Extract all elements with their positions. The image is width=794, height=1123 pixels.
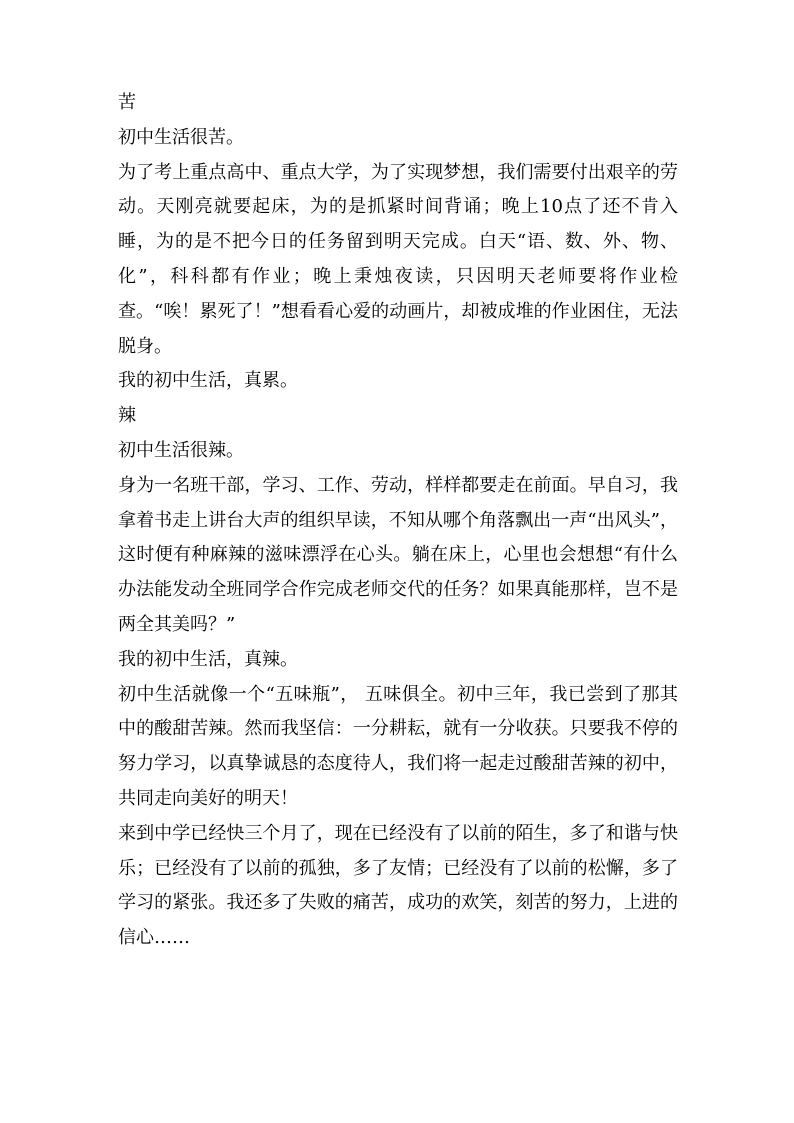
paragraph: 身为一名班干部，学习、工作、劳动，样样都要走在前面。早自习，我拿着书走上讲台大声的组织早读，不知从哪个角落飘出一声“出风头”，这时便有种麻辣的滋味漂浮在心头。躺在床上，心里也会想想“有什么办法能发动全班同学合作完成老师交代的任务？如果真能那样，岂不是两全其美吗？” [118, 474, 678, 635]
paragraph: 为了考上重点高中、重点大学，为了实现梦想，我们需要付出艰辛的劳动。天刚亮就要起床，为的是抓紧时间背诵；晚上10点了还不肯入睡，为的是不把今日的任务留到明天完成。白天“语、数、外、物、化”，科科都有作业；晚上秉烛夜读，只因明天老师要将作业检查。“唉！累死了！”想看看心爱的动画片，却被成堆的作业困住，无法脱身。 [118, 161, 678, 357]
paragraph: 初中生活很辣。 [118, 439, 244, 461]
paragraph: 初中生活就像一个“五味瓶”， 五味俱全。初中三年，我已尝到了那其中的酸甜苦辣。然而我坚信：一分耕耘，就有一分收获。只要我不停的努力学习，以真挚诚恳的态度待人，我们将一起走过酸甜苦辣的初中，共同走向美好的明天！ [118, 683, 678, 809]
document-body [118, 86, 678, 956]
paragraph: 来到中学已经快三个月了，现在已经没有了以前的陌生，多了和谐与快乐；已经没有了以前的孤独，多了友情；已经没有了以前的松懈，多了学习的紧张。我还多了失败的痛苦，成功的欢笑，刻苦的努力，上进的信心…… [118, 822, 678, 949]
paragraph: 我的初中生活，真累。 [118, 370, 298, 392]
paragraph: 我的初中生活，真辣。 [118, 648, 298, 670]
section-heading-spicy: 辣 [118, 405, 136, 427]
section-heading-bitter: 苦 [118, 92, 136, 113]
paragraph: 初中生活很苦。 [118, 126, 244, 148]
